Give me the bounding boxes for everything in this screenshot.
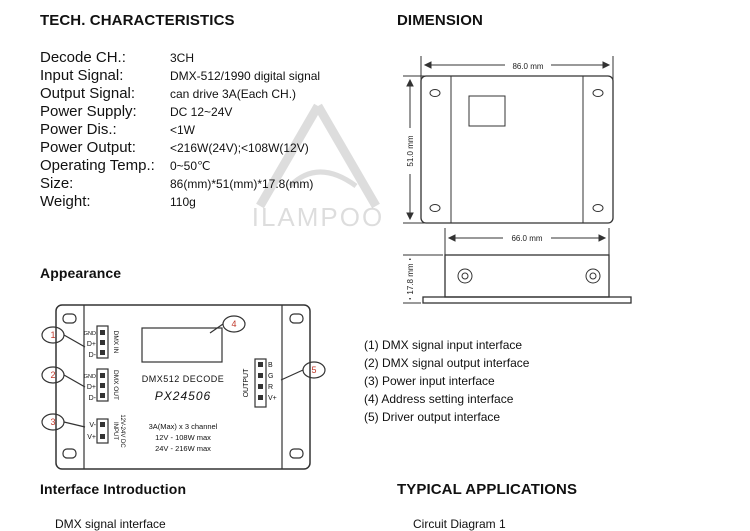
pin-label-in-dminus: D- — [88, 352, 96, 359]
dimension-height-side: 51.0 mm — [406, 135, 415, 167]
spec-value: 0~50℃ — [170, 159, 211, 173]
dimension-width-side: 66.0 mm — [511, 234, 543, 243]
spec-value: DC 12~24V — [170, 105, 233, 119]
callout-4: 4 — [231, 319, 237, 329]
device-rating-line-2: 12V - 108W max — [155, 433, 211, 442]
device-model-label: PX24506 — [154, 389, 212, 403]
pin-label-output-g: G — [268, 373, 274, 380]
spec-label: Decode CH.: — [40, 49, 126, 66]
pin-label-in-dplus: D+ — [86, 341, 96, 348]
label-power-input-voltage: 12V-24V DC — [119, 414, 125, 448]
label-output: OUTPUT — [243, 368, 250, 398]
spec-label: Output Signal: — [40, 85, 136, 102]
callout-5: 5 — [311, 365, 317, 375]
spec-value: <1W — [170, 123, 196, 137]
pin-label-output-r: R — [268, 384, 274, 391]
heading-tech-characteristics: TECH. CHARACTERISTICS — [40, 12, 235, 29]
heading-typical-applications: TYPICAL APPLICATIONS — [397, 481, 578, 498]
spec-label: Operating Temp.: — [40, 157, 155, 174]
label-dmx-in: DMX IN — [112, 330, 119, 354]
interface-item: (3) Power input interface — [364, 374, 495, 388]
interface-item: (4) Address setting interface — [364, 392, 514, 406]
spec-value: 110g — [170, 195, 196, 209]
device-appearance-drawing — [38, 300, 328, 472]
spec-label: Power Supply: — [40, 103, 137, 120]
device-rating-line-3: 24V - 216W max — [155, 444, 211, 453]
interface-item: (2) DMX signal output interface — [364, 356, 530, 370]
heading-appearance: Appearance — [40, 265, 122, 281]
spec-label: Size: — [40, 175, 74, 192]
dimension-drawing — [395, 50, 645, 312]
pin-label-in-gnd: GND — [83, 331, 96, 337]
spec-label: Power Output: — [40, 139, 136, 156]
spec-label: Power Dis.: — [40, 121, 117, 138]
device-rating-line-1: 3A(Max) x 3 channel — [148, 422, 218, 431]
spec-value: 3CH — [170, 51, 195, 65]
interface-item: (1) DMX signal input interface — [364, 338, 523, 352]
pin-label-output-b: B — [268, 362, 273, 369]
interface-list — [364, 338, 529, 428]
spec-label: Input Signal: — [40, 67, 124, 84]
spec-value: 86(mm)*51(mm)*17.8(mm) — [170, 177, 314, 191]
pin-label-out-dminus: D- — [88, 395, 96, 402]
callout-1: 1 — [50, 330, 56, 340]
callout-3: 3 — [50, 417, 56, 427]
heading-dimension: DIMENSION — [397, 12, 483, 29]
label-dmx-out: DMX OUT — [112, 370, 119, 400]
pin-label-power-vplus: V+ — [87, 434, 96, 441]
watermark-logo — [238, 98, 398, 238]
pin-label-out-dplus: D+ — [86, 384, 96, 391]
dimension-width-top: 86.0 mm — [512, 62, 544, 71]
callout-2: 2 — [50, 370, 56, 380]
spec-label: Weight: — [40, 193, 91, 210]
pin-label-power-vminus: V- — [89, 422, 96, 429]
cutoff-text-left: DMX signal interface — [55, 517, 166, 531]
pin-label-output-vplus: V+ — [268, 395, 277, 402]
interface-item: (5) Driver output interface — [364, 410, 501, 424]
spec-value: DMX-512/1990 digital signal — [170, 69, 321, 83]
label-power-input: INPUT — [112, 422, 118, 440]
dimension-thickness: 17.8 mm — [406, 263, 415, 295]
spec-value: <216W(24V);<108W(12V) — [170, 141, 309, 155]
watermark-text: ILAMPOO — [251, 202, 385, 232]
spec-value: can drive 3A(Each CH.) — [170, 87, 297, 101]
pin-label-out-gnd: GND — [83, 374, 96, 380]
device-function-label: DMX512 DECODE — [141, 374, 225, 384]
heading-interface-introduction: Interface Introduction — [40, 481, 187, 497]
cutoff-text-right: Circuit Diagram 1 — [413, 517, 506, 531]
